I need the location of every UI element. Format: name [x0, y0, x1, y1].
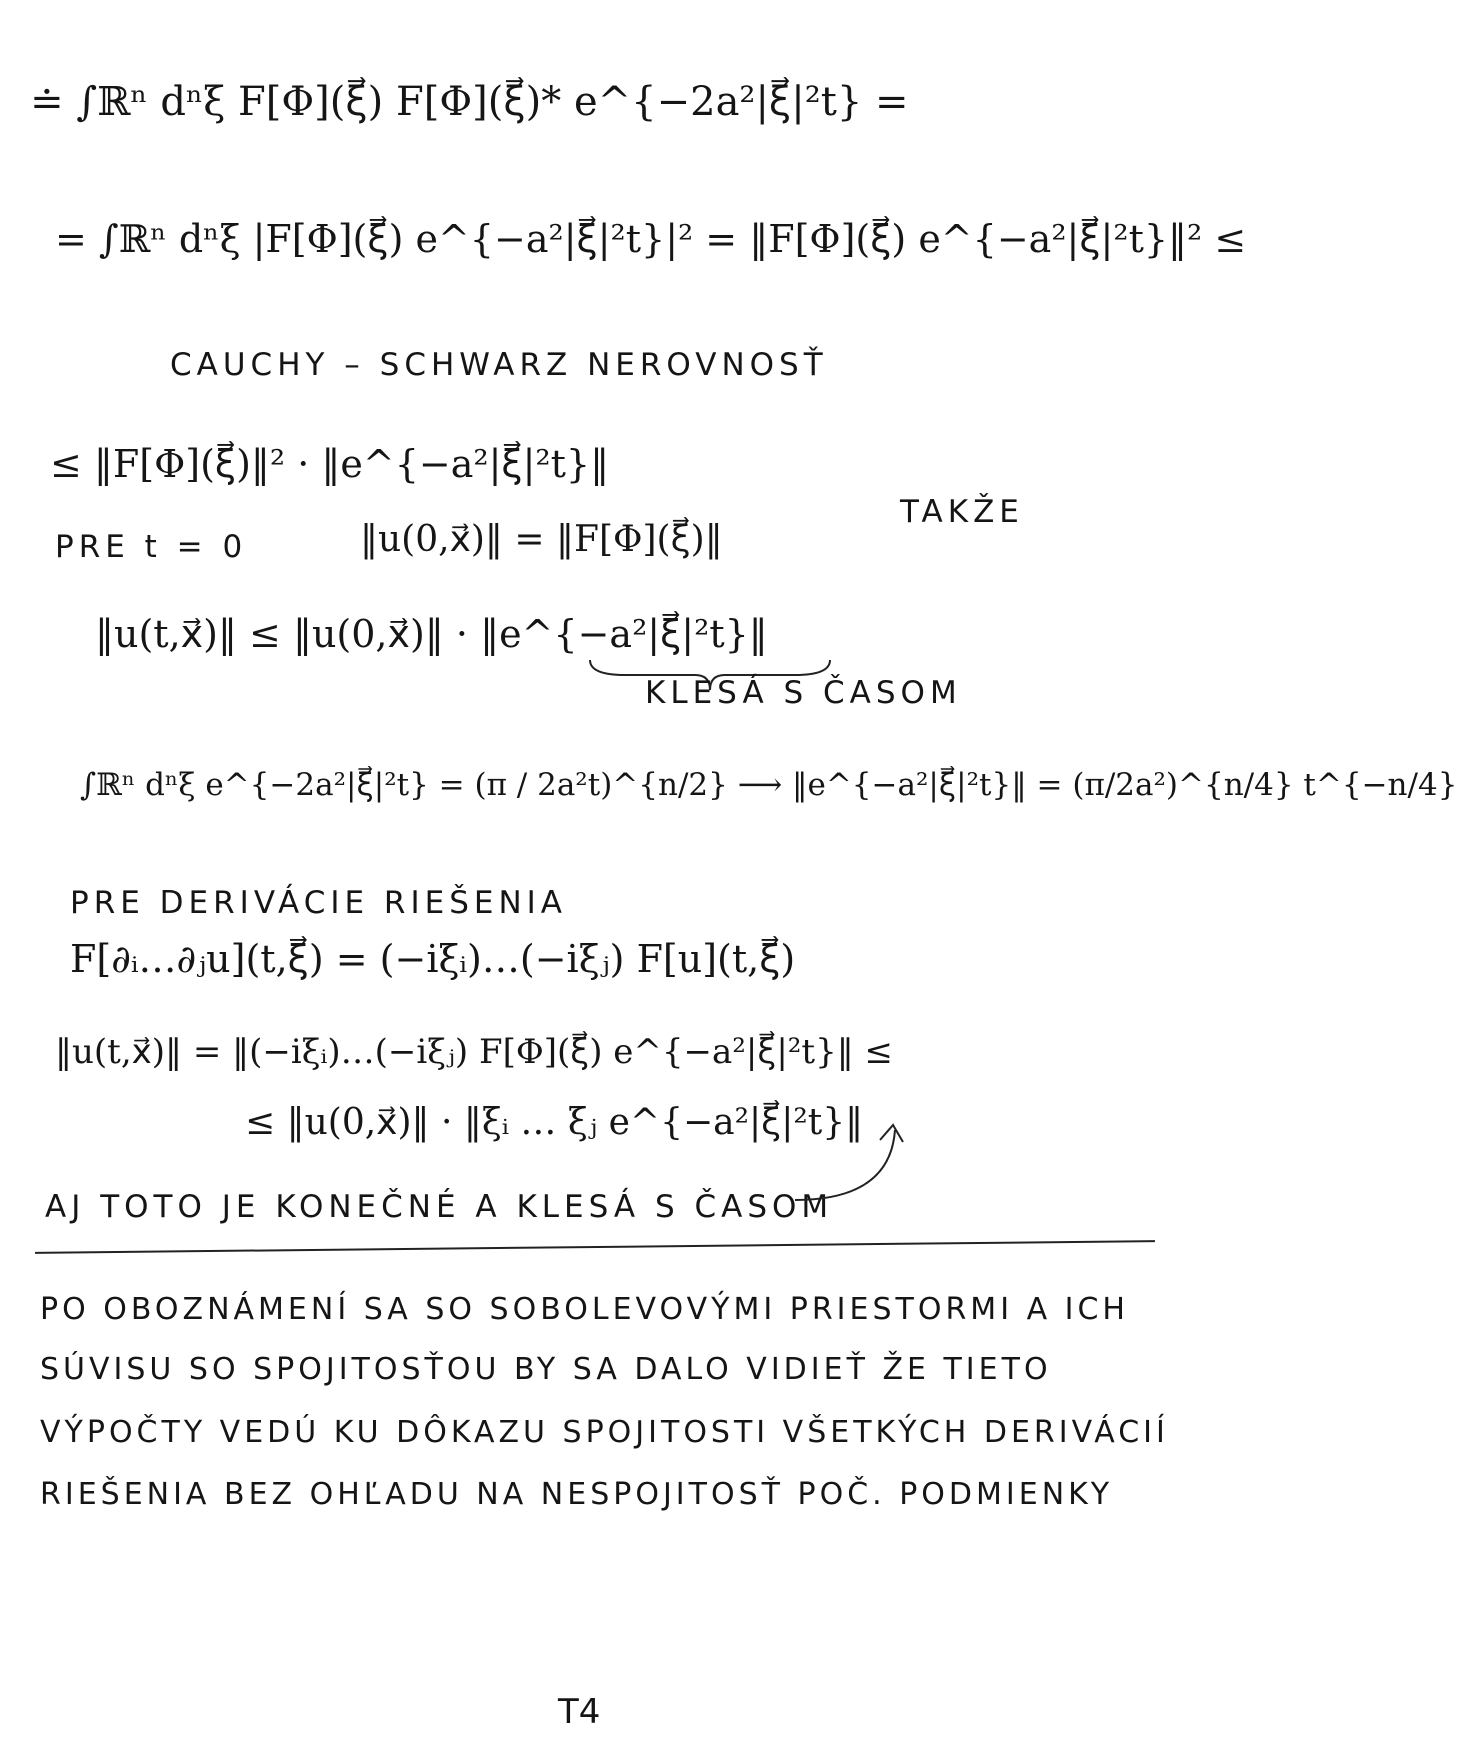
equation-line-3: ≤ ‖F[Φ](ξ⃗)‖² · ‖e^{−a²|ξ⃗|²t}‖: [50, 442, 610, 486]
page-number: T4: [558, 1692, 601, 1732]
equation-line-4: ‖u(0,x⃗)‖ = ‖F[Φ](ξ⃗)‖: [360, 519, 723, 560]
equation-line-5: ‖u(t,x⃗)‖ ≤ ‖u(0,x⃗)‖ · ‖e^{−a²|ξ⃗|²t}‖: [95, 612, 768, 656]
note-line-1: PO OBOZNÁMENÍ SA SO SOBOLEVOVÝMI PRIESTORMI A ICH: [40, 1292, 1129, 1327]
equation-line-7: F[∂ᵢ…∂ⱼu](t,ξ⃗) = (−iξᵢ)…(−iξⱼ) F[u](t,ξ⃗): [70, 937, 796, 981]
equation-line-9: ≤ ‖u(0,x⃗)‖ · ‖ξᵢ … ξⱼ e^{−a²|ξ⃗|²t}‖: [245, 1102, 864, 1143]
equation-line-2: = ∫ℝⁿ dⁿξ |F[Φ](ξ⃗) e^{−a²|ξ⃗|²t}|² = ‖F[Φ](ξ⃗) e^{−a²|ξ⃗|²t}‖² ≤: [55, 217, 1247, 261]
pre-derivacie-label: PRE DERIVÁCIE RIEŠENIA: [70, 885, 568, 921]
note-line-3: VÝPOČTY VEDÚ KU DÔKAZU SPOJITOSTI VŠETKÝCH DERIVÁCIÍ: [40, 1415, 1169, 1450]
equation-line-6: ∫ℝⁿ dⁿξ e^{−2a²|ξ⃗|²t} = (π / 2a²t)^{n/2} ⟶ ‖e^{−a²|ξ⃗|²t}‖ = (π/2a²)^{n/4} t^{−n/4}: [80, 767, 1457, 803]
takze-label: TAKŽE: [900, 494, 1024, 530]
equation-line-1: ≐ ∫ℝⁿ dⁿξ F[Φ](ξ⃗) F[Φ](ξ⃗)* e^{−2a²|ξ⃗|²t} =: [30, 79, 909, 125]
pre-t-zero-label: PRE t = 0: [55, 529, 248, 565]
klesa-s-casom-label: KLESÁ S ČASOM: [645, 675, 962, 711]
cauchy-schwarz-label: CAUCHY – SCHWARZ NEROVNOSŤ: [170, 347, 828, 383]
conclusion-label: AJ TOTO JE KONEČNÉ A KLESÁ S ČASOM: [45, 1189, 834, 1225]
equation-line-8: ‖u(t,x⃗)‖ = ‖(−iξᵢ)…(−iξⱼ) F[Φ](ξ⃗) e^{−a²|ξ⃗|²t}‖ ≤: [55, 1032, 893, 1072]
note-line-2: SÚVISU SO SPOJITOSŤOU BY SA DALO VIDIEŤ ŽE TIETO: [40, 1352, 1052, 1387]
note-line-4: RIEŠENIA BEZ OHĽADU NA NESPOJITOSŤ POČ. PODMIENKY: [40, 1477, 1114, 1512]
